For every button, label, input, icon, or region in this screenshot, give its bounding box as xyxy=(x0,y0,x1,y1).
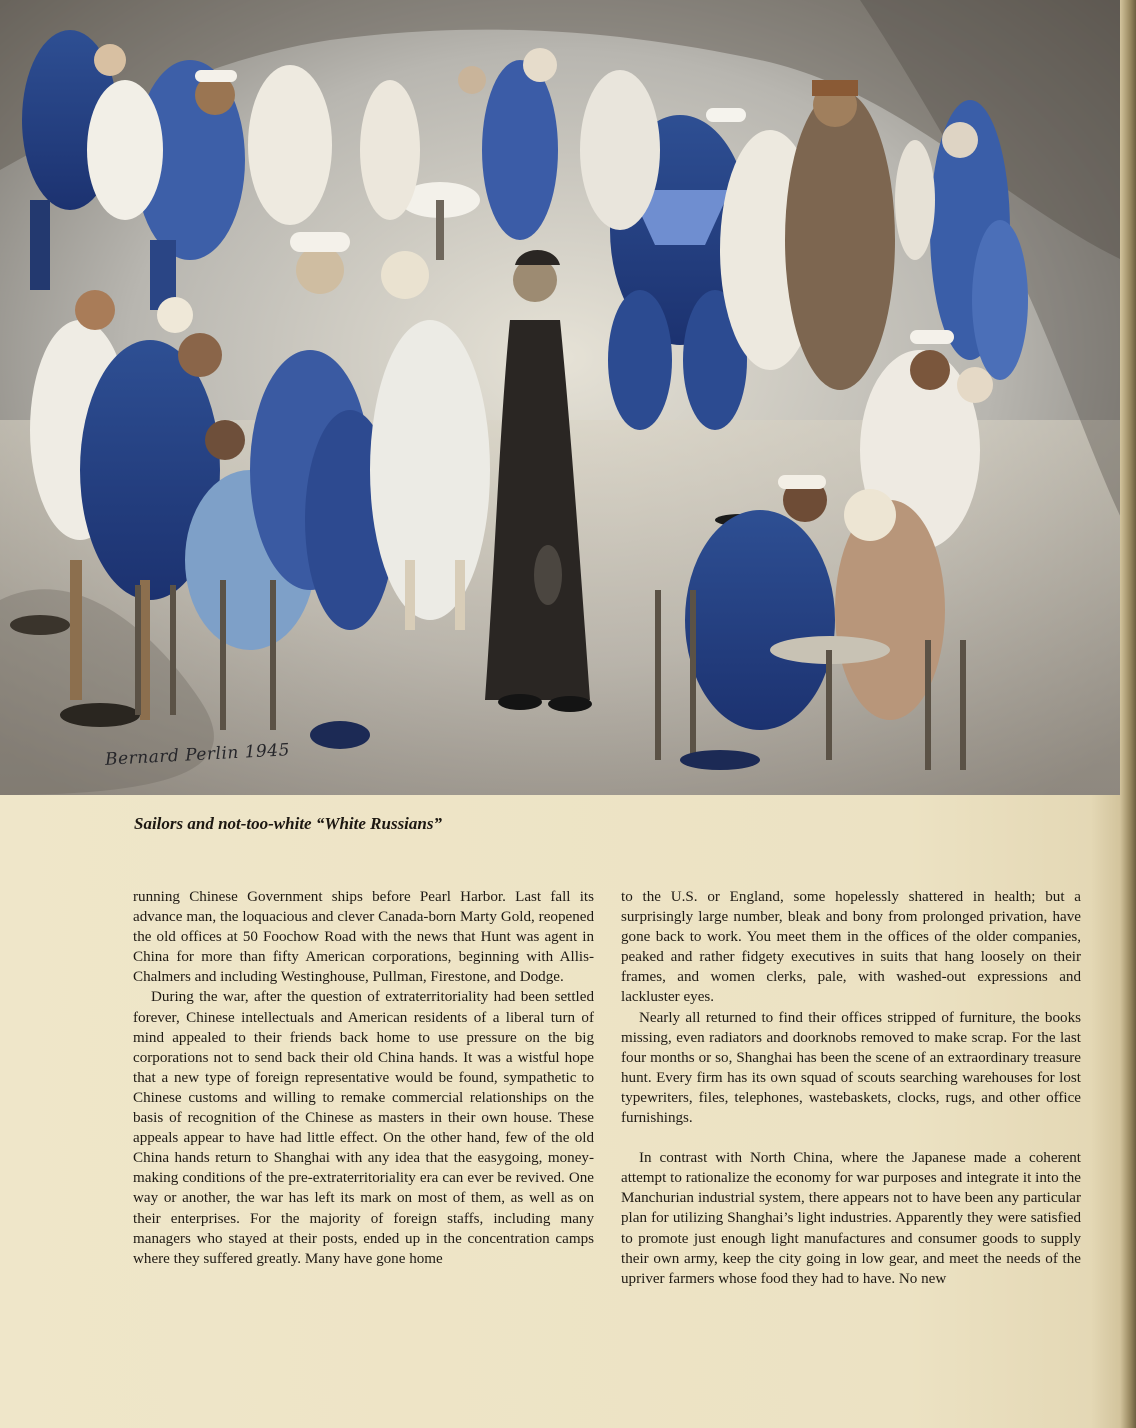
paragraph: Nearly all returned to find their offices stripped of furniture, the books missing, even radiators and doorknobs removed to make scrap. For the last four months or so, Shanghai has been the scene of an extraordinary treasure hunt. Every firm has its own squad of scouts searching warehouses for lost typewriters, files, telephones, wastebaskets, clocks, rugs, and other office furnishings. xyxy=(621,1009,1081,1127)
illustration-caption: Sailors and not-too-white “White Russians” xyxy=(134,814,442,833)
artist-signature: Bernard Perlin 1945 xyxy=(104,740,291,770)
page-spine-edge xyxy=(1120,0,1136,1428)
paragraph: running Chinese Government ships before Pearl Harbor. Last fall its advance man, the loquacious and clever Canada-born Marty Gold, reopened the old offices at 50 Foochow Road with the news that Hunt was agent in China for more than fifty American corporations, beginning with Allis-Chalmers and including Westinghouse, Pullman, Firestone, and Dodge. xyxy=(133,889,594,986)
paragraph: In contrast with North China, where the Japanese made a coherent attempt to rationalize the economy for war purposes and integrate it into the Manchurian industrial system, there appears not to have been any particular plan for utilizing Shanghai’s light industries. Apparently they were satisfied to promote just enough light manufactures and consumer goods to supply their own army, keep the city going in low gear, and meet the needs of the upriver farmers whose food they had to have. No new xyxy=(621,1150,1081,1287)
article-column-right xyxy=(621,887,1081,1289)
paragraph: to the U.S. or England, some hopelessly shattered in health; but a surprisingly large number, bleak and bony from prolonged privation, have gone back to work. You meet them in the offices of the older companies, peaked and rather fidgety executives in suits that hang loosely on their frames, and women clerks, pale, with washed-out expressions and lackluster eyes. xyxy=(621,889,1081,1006)
article-column-left xyxy=(133,887,594,1269)
paragraph: During the war, after the question of extraterritoriality had been settled forever, Chinese intellectuals and American residents of a liberal turn of mind appealed to their friends back home to use pressure on the big corporations not to send back their old China hands. It was a wistful hope that a new type of foreign representative would be found, sympathetic to Chinese customs and willing to remake commercial relationships on the basis of recognition of the Chinese as masters in their own house. These appeals appear to have had little effect. On the other hand, few of the old China hands return to Shanghai with any idea that the easygoing, money-making conditions of the pre-extraterritoriality era can ever be revived. One way or another, the war has left its mark on most of them, as well as on their enterprises. For the majority of foreign staffs, including many managers who stayed at their posts, ended up in the concentration camps where they suffered greatly. Many have gone home xyxy=(133,989,594,1267)
